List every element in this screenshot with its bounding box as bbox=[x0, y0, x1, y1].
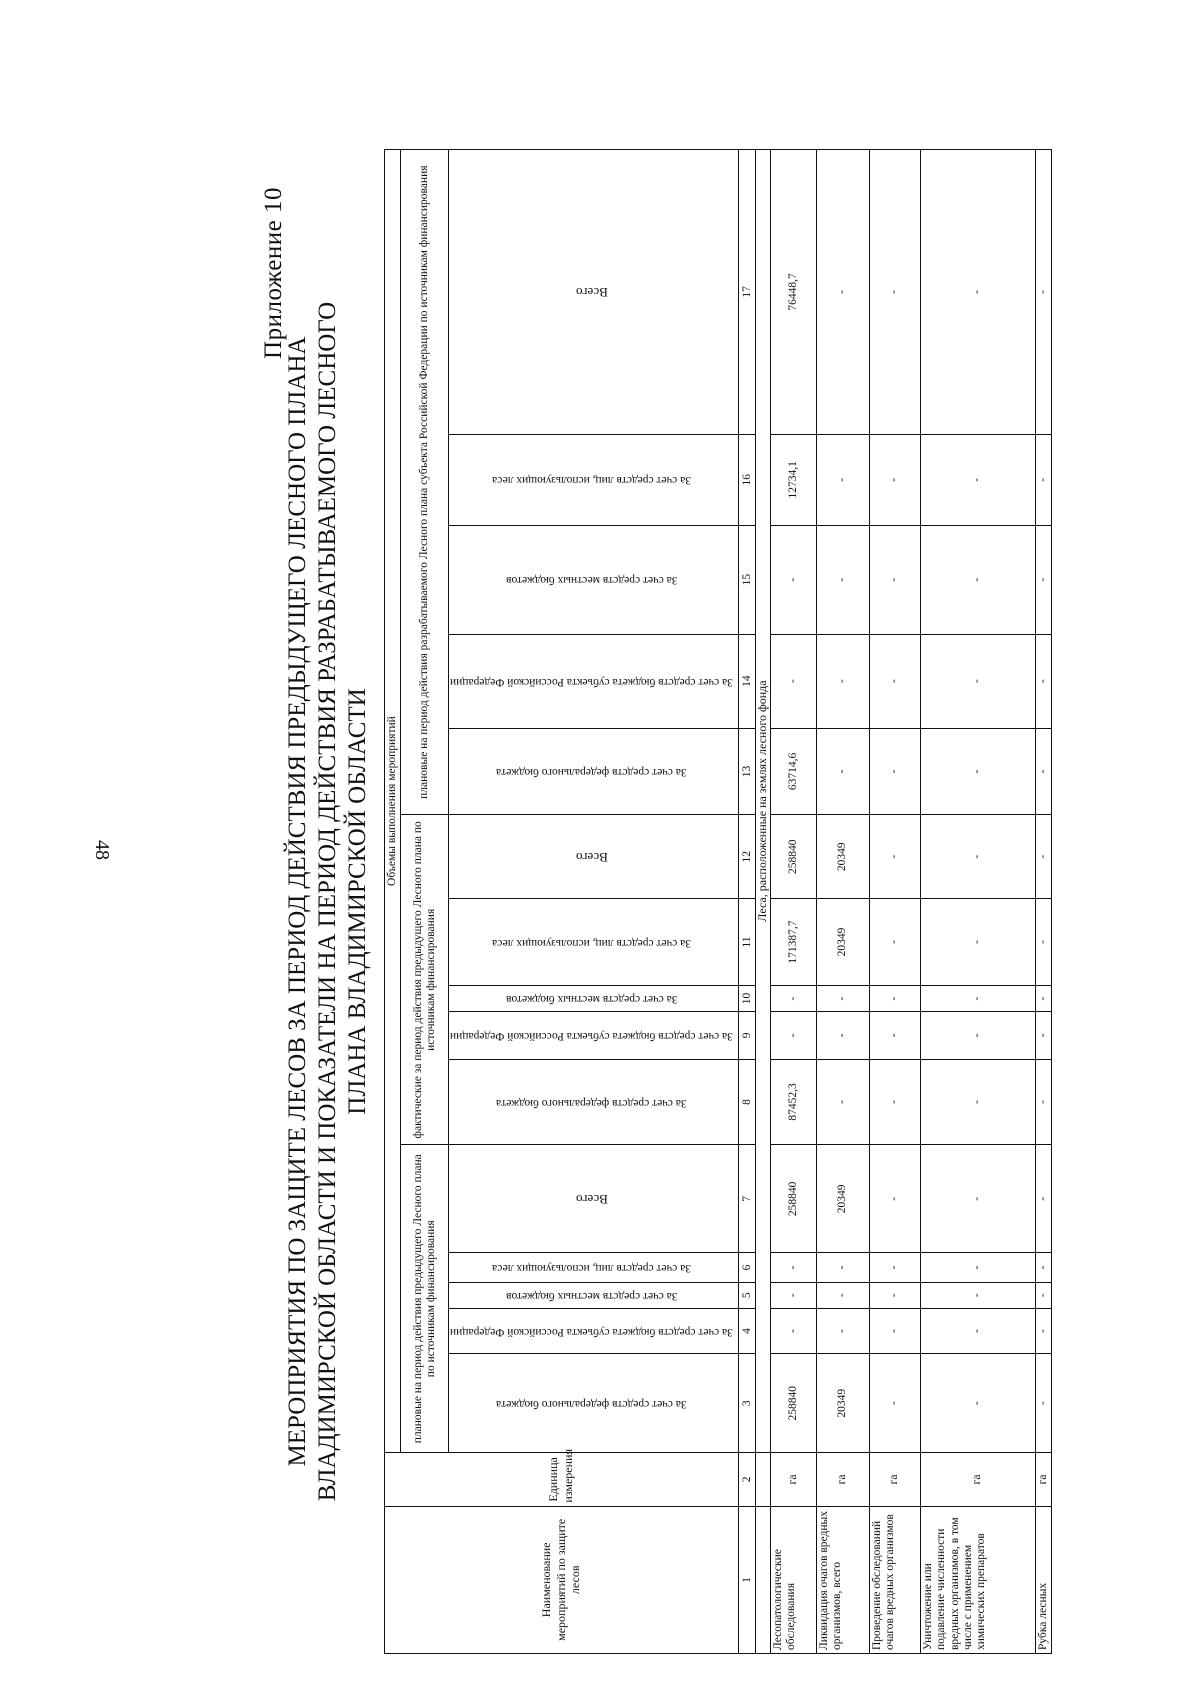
row-value: 20349 bbox=[817, 899, 870, 986]
title-line: ПЛАНА ВЛАДИМИРСКОЙ ОБЛАСТИ bbox=[344, 688, 371, 1115]
header-row-sources bbox=[449, 150, 739, 1654]
row-value: - bbox=[817, 150, 870, 435]
header-source: За счет средств бюджета субъекта Российской Федерации bbox=[449, 1308, 739, 1353]
row-value: - bbox=[921, 1253, 1036, 1282]
column-number: 13 bbox=[739, 728, 756, 815]
row-value: - bbox=[771, 1308, 817, 1353]
row-value: - bbox=[921, 1354, 1036, 1453]
row-value: - bbox=[771, 634, 817, 728]
row-value: - bbox=[817, 985, 870, 1011]
table-row bbox=[870, 150, 921, 1654]
row-value: - bbox=[1036, 728, 1052, 815]
rotated-page-content bbox=[260, 149, 1102, 1654]
row-value: - bbox=[817, 1059, 870, 1145]
row-value: - bbox=[921, 899, 1036, 986]
row-value: - bbox=[817, 1253, 870, 1282]
row-value: - bbox=[870, 1253, 921, 1282]
row-value: - bbox=[870, 1282, 921, 1308]
row-value: - bbox=[1036, 434, 1052, 525]
title-line: ВЛАДИМИРСКОЙ ОБЛАСТИ И ПОКАЗАТЕЛИ НА ПЕРИОД ДЕЙСТВИЯ РАЗРАБАТЫВАЕМОГО ЛЕСНОГО bbox=[314, 301, 341, 1502]
header-group-planned-prev: плановые на период действия предыдущего Лесного плана по источникам финансирования bbox=[401, 1145, 449, 1453]
row-value: - bbox=[1036, 1012, 1052, 1059]
row-value: 258840 bbox=[771, 815, 817, 899]
table-row bbox=[771, 150, 817, 1654]
row-value: - bbox=[870, 1059, 921, 1145]
header-source: За счет средств бюджета субъекта Российской Федерации bbox=[449, 634, 739, 728]
title-line: МЕРОПРИЯТИЯ ПО ЗАЩИТЕ ЛЕСОВ ЗА ПЕРИОД ДЕЙСТВИЯ ПРЕДЫДУЩЕГО ЛЕСНОГО ПЛАНА bbox=[284, 336, 311, 1467]
row-value: - bbox=[921, 1308, 1036, 1353]
table-row bbox=[921, 150, 1036, 1654]
header-unit: Единица измерения bbox=[385, 1453, 739, 1506]
row-value: - bbox=[1036, 985, 1052, 1011]
header-row-groups bbox=[401, 150, 449, 1654]
column-number: 10 bbox=[739, 985, 756, 1011]
section-label: Леса, расположенные на землях лесного фонда bbox=[756, 150, 771, 1453]
header-source: За счет средств лиц, использующих леса bbox=[449, 434, 739, 525]
table-row bbox=[1036, 150, 1052, 1654]
row-value: - bbox=[870, 434, 921, 525]
row-value: - bbox=[817, 728, 870, 815]
row-value: - bbox=[921, 1145, 1036, 1253]
row-unit: га bbox=[817, 1453, 870, 1506]
page-number: 48 bbox=[91, 840, 113, 860]
header-source: За счет средств федерального бюджета bbox=[449, 728, 739, 815]
header-row-volumes bbox=[385, 150, 401, 1654]
row-value: 20349 bbox=[817, 1145, 870, 1253]
column-numbers-row bbox=[739, 150, 756, 1654]
column-number: 6 bbox=[739, 1253, 756, 1282]
header-source: За счет средств бюджета субъекта Российской Федерации bbox=[449, 1012, 739, 1059]
row-value: - bbox=[870, 1145, 921, 1253]
row-name: Уничтожение или подавление численности вредных организмов, в том числе с применением химических препаратов bbox=[921, 1506, 1036, 1653]
row-value: 12734,1 bbox=[771, 434, 817, 525]
column-number: 11 bbox=[739, 899, 756, 986]
column-number: 12 bbox=[739, 815, 756, 899]
row-value: - bbox=[1036, 525, 1052, 634]
row-value: - bbox=[771, 1253, 817, 1282]
row-value: - bbox=[817, 634, 870, 728]
header-source: Всего bbox=[449, 1145, 739, 1253]
header-source: За счет средств лиц, использующих леса bbox=[449, 1253, 739, 1282]
row-value: - bbox=[817, 1308, 870, 1353]
header-source: За счет средств федерального бюджета bbox=[449, 1059, 739, 1145]
column-number: 1 bbox=[739, 1506, 756, 1653]
row-value: - bbox=[870, 634, 921, 728]
row-value: - bbox=[1036, 899, 1052, 986]
row-value: - bbox=[921, 728, 1036, 815]
row-value: 63714,6 bbox=[771, 728, 817, 815]
row-value: - bbox=[870, 728, 921, 815]
row-value: - bbox=[870, 1354, 921, 1453]
row-value: - bbox=[771, 1012, 817, 1059]
row-value: 20349 bbox=[817, 1354, 870, 1453]
row-value: - bbox=[771, 525, 817, 634]
header-source: Всего bbox=[449, 815, 739, 899]
row-value: - bbox=[870, 1308, 921, 1353]
header-name: Наименование мероприятий по защите лесов bbox=[385, 1506, 739, 1653]
row-value: - bbox=[771, 985, 817, 1011]
column-number: 2 bbox=[739, 1453, 756, 1506]
row-value: 171387,7 bbox=[771, 899, 817, 986]
section-row bbox=[756, 150, 771, 1654]
row-value: 87452,3 bbox=[771, 1059, 817, 1145]
row-value: - bbox=[921, 1012, 1036, 1059]
header-source: За счет средств федерального бюджета bbox=[449, 1354, 739, 1453]
row-value: - bbox=[870, 525, 921, 634]
document-title bbox=[283, 149, 373, 1654]
row-value: - bbox=[870, 985, 921, 1011]
row-name: Проведение обследований очагов вредных организмов bbox=[870, 1506, 921, 1653]
row-value: - bbox=[817, 1012, 870, 1059]
row-value: 76448,7 bbox=[771, 150, 817, 435]
row-value: - bbox=[1036, 1059, 1052, 1145]
column-number: 8 bbox=[739, 1059, 756, 1145]
row-value: - bbox=[1036, 1354, 1052, 1453]
row-value: - bbox=[921, 434, 1036, 525]
column-number: 16 bbox=[739, 434, 756, 525]
row-value: - bbox=[921, 1059, 1036, 1145]
row-value: - bbox=[1036, 1145, 1052, 1253]
row-name: Ликвидация очагов вредных организмов, всего bbox=[817, 1506, 870, 1653]
row-name: Рубка лесных bbox=[1036, 1506, 1052, 1653]
column-number: 4 bbox=[739, 1308, 756, 1353]
row-value: - bbox=[817, 525, 870, 634]
row-value: 258840 bbox=[771, 1354, 817, 1453]
row-unit: га bbox=[771, 1453, 817, 1506]
row-unit: га bbox=[921, 1453, 1036, 1506]
header-group-planned-new: плановые на период действия разрабатываемого Лесного плана субъекта Российской Федерации по источникам финансирования bbox=[401, 150, 449, 815]
row-value: - bbox=[870, 815, 921, 899]
header-source: За счет средств лиц, использующих леса bbox=[449, 899, 739, 986]
row-value: - bbox=[817, 434, 870, 525]
column-number: 14 bbox=[739, 634, 756, 728]
column-number: 5 bbox=[739, 1282, 756, 1308]
row-value: - bbox=[921, 525, 1036, 634]
column-number: 17 bbox=[739, 150, 756, 435]
row-value: 20349 bbox=[817, 815, 870, 899]
row-value: 258840 bbox=[771, 1145, 817, 1253]
column-number: 3 bbox=[739, 1354, 756, 1453]
row-value: - bbox=[921, 985, 1036, 1011]
forest-protection-table bbox=[384, 149, 1052, 1654]
row-value: - bbox=[921, 634, 1036, 728]
row-unit: га bbox=[870, 1453, 921, 1506]
header-source: За счет средств местных бюджетов bbox=[449, 985, 739, 1011]
row-value: - bbox=[1036, 815, 1052, 899]
row-value: - bbox=[771, 1282, 817, 1308]
header-source: Всего bbox=[449, 150, 739, 435]
row-unit: га bbox=[1036, 1453, 1052, 1506]
row-value: - bbox=[1036, 634, 1052, 728]
appendix-label: Приложение 10 bbox=[260, 187, 287, 359]
row-value: - bbox=[870, 150, 921, 435]
row-value: - bbox=[1036, 1308, 1052, 1353]
row-value: - bbox=[1036, 1253, 1052, 1282]
header-volumes: Объемы выполнения мероприятий bbox=[385, 150, 401, 1453]
column-number: 9 bbox=[739, 1012, 756, 1059]
row-value: - bbox=[921, 150, 1036, 435]
row-value: - bbox=[870, 899, 921, 986]
row-value: - bbox=[817, 1282, 870, 1308]
row-value: - bbox=[1036, 150, 1052, 435]
column-number: 7 bbox=[739, 1145, 756, 1253]
header-source: За счет средств местных бюджетов bbox=[449, 525, 739, 634]
column-number: 15 bbox=[739, 525, 756, 634]
table-row bbox=[817, 150, 870, 1654]
row-value: - bbox=[921, 815, 1036, 899]
header-group-actual-prev: фактические за период действия предыдущего Лесного плана по источникам финансирования bbox=[401, 815, 449, 1145]
row-value: - bbox=[921, 1282, 1036, 1308]
row-value: - bbox=[1036, 1282, 1052, 1308]
row-name: Лесопатологические обследования bbox=[771, 1506, 817, 1653]
row-value: - bbox=[870, 1012, 921, 1059]
header-source: За счет средств местных бюджетов bbox=[449, 1282, 739, 1308]
